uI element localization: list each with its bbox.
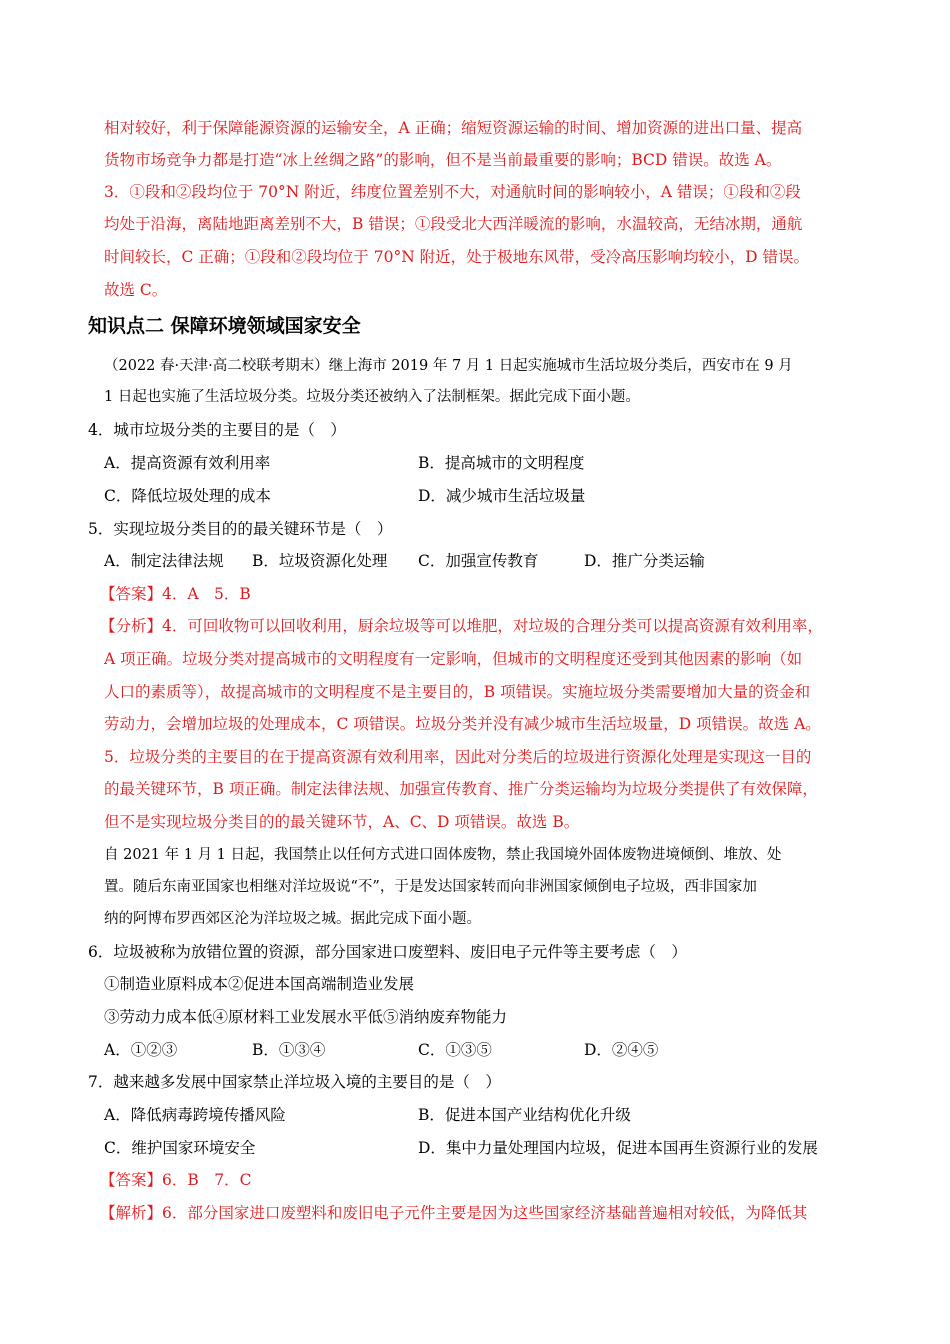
option-b: B．提高城市的文明程度 bbox=[418, 454, 585, 472]
analysis-line: 劳动力，会增加垃圾的处理成本，C 项错误。垃圾分类并没有减少城市生活垃圾量，D 项错误。故选 A。 bbox=[104, 715, 821, 733]
statement-line: ③劳动力成本低④原材料工业发展水平低⑤消纳废弃物能力 bbox=[104, 1008, 508, 1026]
option-b: B．①③④ bbox=[252, 1041, 326, 1059]
section-heading: 知识点二 保障环境领域国家安全 bbox=[88, 315, 361, 337]
passage-line: 纳的阿博布罗西郊区沦为洋垃圾之城。据此完成下面小题。 bbox=[104, 911, 481, 927]
answer-line: 故选 C。 bbox=[104, 281, 168, 299]
passage-line: （2022 春·天津·高二校联考期末）继上海市 2019 年 7 月 1 日起实施城市生活垃圾分类后，西安市在 9 月 bbox=[104, 358, 793, 374]
question-6: 6．垃圾被称为放错位置的资源，部分国家进口废塑料、废旧电子元件等主要考虑（ ） bbox=[88, 943, 687, 961]
option-d: D．集中力量处理国内垃圾，促进本国再生资源行业的发展 bbox=[418, 1139, 818, 1157]
option-c: C．维护国家环境安全 bbox=[104, 1139, 256, 1157]
option-c: C．①③⑤ bbox=[418, 1041, 492, 1059]
option-c: C．加强宣传教育 bbox=[418, 552, 539, 570]
answer-key: 【答案】6．B 7．C bbox=[100, 1171, 252, 1189]
answer-line: 货物市场竞争力都是打造“冰上丝绸之路”的影响，但不是当前最重要的影响；BCD 错误。故选 A。 bbox=[104, 151, 782, 169]
option-a: A．制定法律法规 bbox=[104, 552, 224, 570]
answer-line: 时间较长，C 正确；①段和②段均位于 70°N 附近，处于极地东风带，受冷高压影响均较小，D 错误。 bbox=[104, 248, 810, 266]
explanation-line: 【解析】6．部分国家进口废塑料和废旧电子元件主要是因为这些国家经济基础普遍相对较低，为降低其 bbox=[100, 1204, 808, 1222]
option-b: B．促进本国产业结构优化升级 bbox=[418, 1106, 631, 1124]
passage-line: 置。随后东南亚国家也相继对洋垃圾说“不”，于是发达国家转而向非洲国家倾倒电子垃圾，西非国家加 bbox=[104, 879, 757, 895]
question-7: 7．越来越多发展中国家禁止洋垃圾入境的主要目的是（ ） bbox=[88, 1073, 501, 1091]
question-4: 4．城市垃圾分类的主要目的是（ ） bbox=[88, 421, 346, 439]
analysis-line: A 项正确。垃圾分类对提高城市的文明程度有一定影响，但城市的文明程度还受到其他因素的影响（如 bbox=[104, 650, 803, 668]
answer-line: 3．①段和②段均位于 70°N 附近，纬度位置差别不大，对通航时间的影响较小，A 错误；①段和②段 bbox=[104, 183, 801, 201]
question-5: 5．实现垃圾分类目的的最关键环节是（ ） bbox=[88, 520, 393, 538]
option-d: D．②④⑤ bbox=[584, 1041, 659, 1059]
analysis-line: 但不是实现垃圾分类目的的最关键环节，A、C、D 项错误。故选 B。 bbox=[104, 813, 580, 831]
option-d: D．减少城市生活垃圾量 bbox=[418, 487, 586, 505]
answer-line: 相对较好，利于保障能源资源的运输安全，A 正确；缩短资源运输的时间、增加资源的进出口量、提高 bbox=[104, 119, 803, 137]
option-a: A．降低病毒跨境传播风险 bbox=[104, 1106, 286, 1124]
option-b: B．垃圾资源化处理 bbox=[252, 552, 388, 570]
answer-key: 【答案】4．A 5．B bbox=[100, 585, 251, 603]
analysis-line: 【分析】4．可回收物可以回收利用，厨余垃圾等可以堆肥，对垃圾的合理分类可以提高资源有效利用率， bbox=[100, 617, 823, 635]
option-c: C．降低垃圾处理的成本 bbox=[104, 487, 271, 505]
statement-line: ①制造业原料成本②促进本国高端制造业发展 bbox=[104, 975, 415, 993]
analysis-line: 的最关键环节，B 项正确。制定法律法规、加强宣传教育、推广分类运输均为垃圾分类提供了有效保障， bbox=[104, 780, 818, 798]
passage-line: 1 日起也实施了生活垃圾分类。垃圾分类还被纳入了法制框架。据此完成下面小题。 bbox=[104, 389, 640, 405]
analysis-line: 人口的素质等），故提高城市的文明程度不是主要目的，B 项错误。实施垃圾分类需要增加大量的资金和 bbox=[104, 683, 811, 701]
answer-line: 均处于沿海，离陆地距离差别不大，B 错误；①段受北大西洋暖流的影响，水温较高，无结冰期，通航 bbox=[104, 215, 803, 233]
option-d: D．推广分类运输 bbox=[584, 552, 705, 570]
analysis-line: 5．垃圾分类的主要目的在于提高资源有效利用率，因此对分类后的垃圾进行资源化处理是实现这一目的 bbox=[104, 748, 812, 766]
option-a: A．提高资源有效利用率 bbox=[104, 454, 271, 472]
passage-line: 自 2021 年 1 月 1 日起，我国禁止以任何方式进口固体废物，禁止我国境外固体废物进境倾倒、堆放、处 bbox=[104, 847, 782, 863]
option-a: A．①②③ bbox=[104, 1041, 178, 1059]
